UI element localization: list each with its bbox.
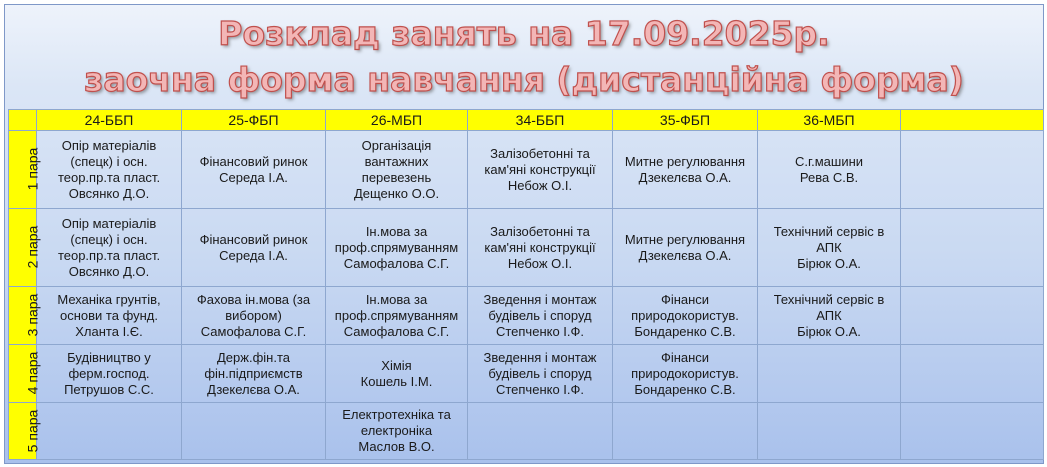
- cell-line: електроніка: [360, 423, 433, 438]
- page-subtitle: заочна форма навчання (дистанційна форма): [84, 60, 964, 99]
- schedule-cell: [37, 403, 182, 460]
- cell-line: Овсянко Д.О.: [68, 185, 150, 201]
- schedule-cell: [758, 209, 901, 287]
- cell-line: Фінансовий ринок: [199, 153, 308, 169]
- schedule-cell: [758, 345, 901, 403]
- schedule-cell: [901, 209, 1044, 287]
- cell-line: Держ.фін.та: [217, 349, 290, 365]
- period-label: [9, 287, 41, 345]
- cell-line: Зведення і монтаж: [483, 291, 597, 307]
- schedule-row: [9, 131, 1044, 209]
- cell-line: Фінансовий ринок: [199, 231, 308, 247]
- schedule-cell: [182, 345, 326, 403]
- cell-line: Зведення і монтаж: [483, 349, 597, 365]
- period-label: [9, 403, 41, 460]
- cell-line: проф.спрямуванням: [334, 307, 459, 323]
- cell-line: Овсянко Д.О.: [68, 263, 150, 279]
- schedule-cell: [613, 131, 758, 209]
- cell-line: Ін.мова за: [365, 223, 428, 239]
- group-header: 25-ФБП: [182, 110, 326, 131]
- schedule-cell: [613, 403, 758, 460]
- group-header: 26-МБП: [326, 110, 468, 131]
- cell-line: теор.пр.та пласт.: [57, 169, 161, 185]
- cell-line: Бондаренко С.В.: [634, 381, 736, 397]
- period-label-text: 3 пара: [24, 293, 41, 337]
- schedule-cell: [182, 403, 326, 460]
- cell-line: природокористув.: [631, 307, 739, 323]
- cell-line: кам'яні конструкції: [484, 239, 596, 255]
- schedule-cell: [326, 287, 468, 345]
- schedule-cell: [326, 345, 468, 403]
- schedule-cell: [468, 403, 613, 460]
- cell-line: (спецк) і осн.: [70, 231, 148, 247]
- cell-line: Бірюк О.А.: [797, 323, 861, 339]
- cell-line: Будівництво у: [67, 349, 151, 365]
- group-header: 24-ББП: [37, 110, 182, 131]
- cell-line: Самофалова С.Г.: [343, 255, 450, 271]
- cell-line: будівель і споруд: [488, 307, 592, 323]
- cell-line: Небож О.І.: [507, 255, 573, 271]
- cell-line: проф.спрямуванням: [334, 239, 459, 255]
- schedule-cell: [613, 345, 758, 403]
- period-label-text: 5 пара: [24, 409, 41, 452]
- cell-line: Технічний сервіс в: [773, 223, 885, 239]
- period-label: [9, 209, 41, 287]
- cell-line: Дещенко О.О.: [353, 185, 440, 201]
- cell-line: Середа І.А.: [219, 247, 288, 263]
- schedule-cell: [182, 287, 326, 345]
- schedule-cell: [468, 287, 613, 345]
- schedule-cell: [326, 403, 468, 460]
- cell-line: Електротехніка та: [342, 407, 451, 422]
- schedule-cell: [326, 209, 468, 287]
- schedule-cell: [901, 403, 1044, 460]
- schedule-row: [9, 345, 1044, 403]
- cell-line: Ін.мова за: [365, 291, 428, 307]
- cell-line: Кошель І.М.: [360, 373, 433, 389]
- schedule-table: [8, 109, 1044, 460]
- group-header: 35-ФБП: [613, 110, 758, 131]
- schedule-cell: [37, 131, 182, 209]
- schedule-sheet: [4, 4, 1044, 464]
- period-label-text: 4 пара: [24, 351, 41, 395]
- schedule-row: [9, 403, 1044, 460]
- cell-line: Петрушов С.С.: [64, 381, 154, 397]
- cell-line: Бондаренко С.В.: [634, 323, 736, 339]
- cell-line: Самофалова С.Г.: [343, 323, 450, 339]
- cell-line: Рева С.В.: [799, 169, 859, 185]
- cell-line: Залізобетонні та: [490, 145, 590, 161]
- cell-line: Дзекелєва О.А.: [638, 169, 732, 185]
- cell-line: Технічний сервіс в: [773, 291, 885, 307]
- cell-line: Бірюк О.А.: [797, 255, 861, 271]
- cell-line: Опір матеріалів: [61, 215, 157, 231]
- cell-line: вантажних: [364, 153, 429, 169]
- cell-line: Дзекелєва О.А.: [638, 247, 732, 263]
- cell-line: (спецк) і осн.: [70, 153, 148, 169]
- cell-line: Фахова ін.мова (за: [196, 291, 311, 307]
- schedule-cell: [326, 131, 468, 209]
- cell-line: будівель і споруд: [488, 365, 592, 381]
- cell-line: Небож О.І.: [507, 177, 573, 193]
- header-corner: [9, 110, 37, 131]
- cell-line: Самофалова С.Г.: [200, 323, 307, 339]
- cell-line: АПК: [816, 239, 842, 255]
- cell-line: Хімія: [381, 357, 412, 373]
- schedule-cell: [182, 131, 326, 209]
- schedule-body: [9, 131, 1044, 460]
- schedule-row: [9, 287, 1044, 345]
- cell-line: Фінанси: [660, 349, 710, 365]
- cell-line: Степченко І.Ф.: [495, 323, 585, 339]
- cell-line: Митне регулювання: [624, 153, 746, 169]
- cell-line: Маслов В.О.: [358, 439, 435, 454]
- period-label: [9, 345, 41, 403]
- cell-line: природокористув.: [631, 365, 739, 381]
- cell-line: Залізобетонні та: [490, 223, 590, 239]
- group-header: [901, 110, 1044, 131]
- schedule-cell: [758, 403, 901, 460]
- cell-line: Організація: [361, 137, 432, 153]
- schedule-cell: [901, 345, 1044, 403]
- schedule-cell: [37, 345, 182, 403]
- schedule-cell: [758, 131, 901, 209]
- schedule-cell: [182, 209, 326, 287]
- cell-line: Механіка грунтів,: [57, 291, 161, 307]
- cell-line: теор.пр.та пласт.: [57, 247, 161, 263]
- cell-line: АПК: [816, 307, 842, 323]
- cell-line: вибором): [225, 307, 282, 323]
- cell-line: Степченко І.Ф.: [495, 381, 585, 397]
- group-header: 34-ББП: [468, 110, 613, 131]
- cell-line: основи та фунд.: [60, 307, 158, 323]
- title-block: [5, 5, 1043, 106]
- cell-line: Середа І.А.: [219, 169, 288, 185]
- group-header: 36-МБП: [758, 110, 901, 131]
- cell-line: кам'яні конструкції: [484, 161, 596, 177]
- schedule-row: [9, 209, 1044, 287]
- cell-line: Хланта І.Є.: [75, 323, 143, 339]
- schedule-cell: [468, 345, 613, 403]
- cell-line: перевезень: [361, 169, 432, 185]
- schedule-cell: [37, 209, 182, 287]
- cell-line: фін.підприємств: [204, 365, 303, 381]
- period-label: [9, 131, 41, 209]
- schedule-cell: [901, 131, 1044, 209]
- page-title: Розклад занять на 17.09.2025р.: [218, 14, 830, 53]
- cell-line: Фінанси: [660, 291, 710, 307]
- schedule-cell: [613, 287, 758, 345]
- period-label-text: 1 пара: [24, 147, 41, 191]
- cell-line: ферм.господ.: [68, 365, 150, 381]
- schedule-cell: [758, 287, 901, 345]
- cell-line: Митне регулювання: [624, 231, 746, 247]
- schedule-cell: [613, 209, 758, 287]
- schedule-cell: [468, 131, 613, 209]
- schedule-cell: [37, 287, 182, 345]
- schedule-cell: [468, 209, 613, 287]
- schedule-cell: [901, 287, 1044, 345]
- cell-line: Опір матеріалів: [61, 137, 157, 153]
- period-label-text: 2 пара: [24, 225, 41, 269]
- cell-line: Дзекелєва О.А.: [207, 381, 300, 397]
- cell-line: С.г.машини: [794, 153, 864, 169]
- header-row: [9, 110, 1044, 131]
